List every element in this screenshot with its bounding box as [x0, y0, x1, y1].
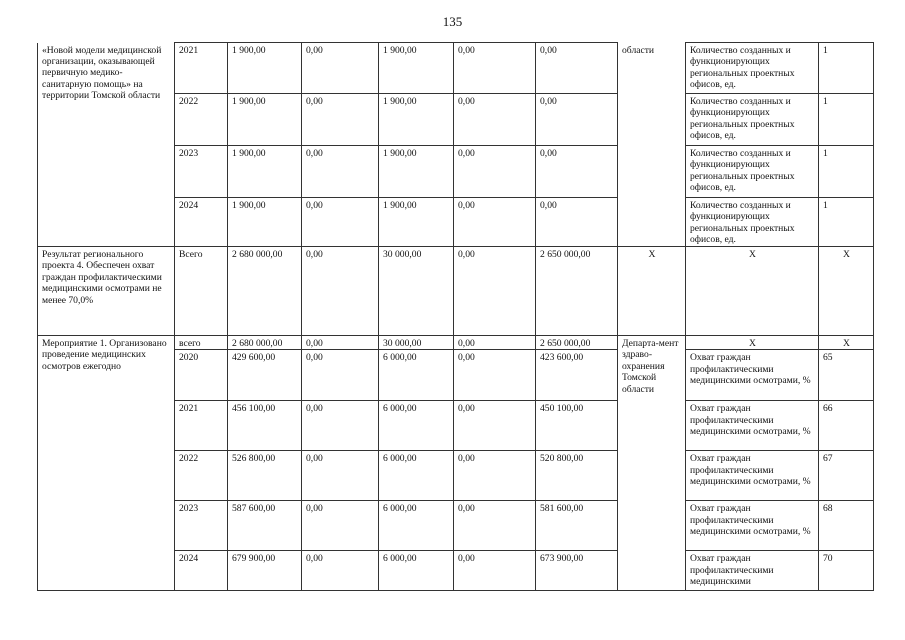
municipal-cell: 0,00 [454, 247, 536, 336]
value-cell: 66 [819, 401, 874, 451]
executor-cell: Департа-мент здраво-охранения Томской области [618, 336, 686, 591]
page-number: 135 [442, 14, 463, 29]
federal-cell: 0,00 [302, 247, 379, 336]
year-cell: Всего [175, 247, 228, 336]
indicator-cell: Охват граждан профилактическими медицинскими осмотрами, % [686, 501, 819, 551]
year-cell: всего [175, 336, 228, 350]
indicator-cell: Количество созданных и функционирующих региональных проектных офисов, ед. [686, 198, 819, 247]
regional-cell: 6 000,00 [379, 551, 454, 591]
executor-cell: X [618, 247, 686, 336]
value-cell: 65 [819, 350, 874, 401]
year-cell: 2021 [175, 43, 228, 94]
federal-cell: 0,00 [302, 551, 379, 591]
regional-cell: 6 000,00 [379, 451, 454, 501]
regional-cell: 1 900,00 [379, 94, 454, 146]
indicator-cell: Охват граждан профилактическими медицинскими осмотрами, % [686, 350, 819, 401]
other-cell: 423 600,00 [536, 350, 618, 401]
total-cell: 429 600,00 [228, 350, 302, 401]
total-cell: 1 900,00 [228, 94, 302, 146]
table-row [38, 247, 874, 336]
municipal-cell: 0,00 [454, 198, 536, 247]
value-cell: 1 [819, 198, 874, 247]
total-cell: 1 900,00 [228, 146, 302, 198]
other-cell: 0,00 [536, 43, 618, 94]
indicator-cell: Количество созданных и функционирующих региональных проектных офисов, ед. [686, 146, 819, 198]
measure-name: Мероприятие 1. Организовано проведение медицинских осмотров ежегодно [38, 336, 175, 591]
value-cell: 68 [819, 501, 874, 551]
municipal-cell: 0,00 [454, 401, 536, 451]
year-cell: 2024 [175, 198, 228, 247]
value-cell: 1 [819, 43, 874, 94]
year-cell: 2023 [175, 501, 228, 551]
result-name: Результат регионального проекта 4. Обеспечен охват граждан профилактическими медицинскими осмотрами не менее 70,0% [38, 247, 175, 336]
indicator-cell: Количество созданных и функционирующих региональных проектных офисов, ед. [686, 94, 819, 146]
indicator-cell: X [686, 336, 819, 350]
indicator-cell: Охват граждан профилактическими медицинскими [686, 551, 819, 591]
municipal-cell: 0,00 [454, 551, 536, 591]
federal-cell: 0,00 [302, 146, 379, 198]
indicator-cell: Количество созданных и функционирующих региональных проектных офисов, ед. [686, 43, 819, 94]
indicator-cell: Охват граждан профилактическими медицинскими осмотрами, % [686, 401, 819, 451]
executor-cell: области [618, 43, 686, 247]
total-cell: 587 600,00 [228, 501, 302, 551]
total-cell: 526 800,00 [228, 451, 302, 501]
total-cell: 456 100,00 [228, 401, 302, 451]
municipal-cell: 0,00 [454, 501, 536, 551]
federal-cell: 0,00 [302, 336, 379, 350]
federal-cell: 0,00 [302, 43, 379, 94]
federal-cell: 0,00 [302, 401, 379, 451]
federal-cell: 0,00 [302, 451, 379, 501]
regional-cell: 6 000,00 [379, 401, 454, 451]
value-cell: X [819, 336, 874, 350]
federal-cell: 0,00 [302, 501, 379, 551]
year-cell: 2022 [175, 94, 228, 146]
total-cell: 2 680 000,00 [228, 336, 302, 350]
municipal-cell: 0,00 [454, 451, 536, 501]
value-cell: 70 [819, 551, 874, 591]
indicator-cell: X [686, 247, 819, 336]
value-cell: 67 [819, 451, 874, 501]
total-cell: 1 900,00 [228, 198, 302, 247]
municipal-cell: 0,00 [454, 146, 536, 198]
program-table [37, 42, 874, 591]
regional-cell: 6 000,00 [379, 501, 454, 551]
other-cell: 2 650 000,00 [536, 247, 618, 336]
activity-name: «Новой модели медицинской организации, оказывающей первичную медико-санитарную помощь» на территории Томской области [38, 43, 175, 247]
regional-cell: 1 900,00 [379, 198, 454, 247]
value-cell: X [819, 247, 874, 336]
year-cell: 2022 [175, 451, 228, 501]
total-cell: 2 680 000,00 [228, 247, 302, 336]
municipal-cell: 0,00 [454, 94, 536, 146]
regional-cell: 30 000,00 [379, 247, 454, 336]
other-cell: 581 600,00 [536, 501, 618, 551]
other-cell: 520 800,00 [536, 451, 618, 501]
federal-cell: 0,00 [302, 94, 379, 146]
regional-cell: 1 900,00 [379, 43, 454, 94]
value-cell: 1 [819, 146, 874, 198]
federal-cell: 0,00 [302, 350, 379, 401]
year-cell: 2023 [175, 146, 228, 198]
municipal-cell: 0,00 [454, 350, 536, 401]
indicator-cell: Охват граждан профилактическими медицинскими осмотрами, % [686, 451, 819, 501]
regional-cell: 30 000,00 [379, 336, 454, 350]
total-cell: 679 900,00 [228, 551, 302, 591]
year-cell: 2020 [175, 350, 228, 401]
federal-cell: 0,00 [302, 198, 379, 247]
regional-cell: 6 000,00 [379, 350, 454, 401]
regional-cell: 1 900,00 [379, 146, 454, 198]
other-cell: 0,00 [536, 94, 618, 146]
municipal-cell: 0,00 [454, 336, 536, 350]
other-cell: 0,00 [536, 198, 618, 247]
other-cell: 673 900,00 [536, 551, 618, 591]
table-row [38, 43, 874, 94]
other-cell: 450 100,00 [536, 401, 618, 451]
other-cell: 2 650 000,00 [536, 336, 618, 350]
year-cell: 2024 [175, 551, 228, 591]
other-cell: 0,00 [536, 146, 618, 198]
total-cell: 1 900,00 [228, 43, 302, 94]
table-row [38, 336, 874, 350]
year-cell: 2021 [175, 401, 228, 451]
value-cell: 1 [819, 94, 874, 146]
municipal-cell: 0,00 [454, 43, 536, 94]
